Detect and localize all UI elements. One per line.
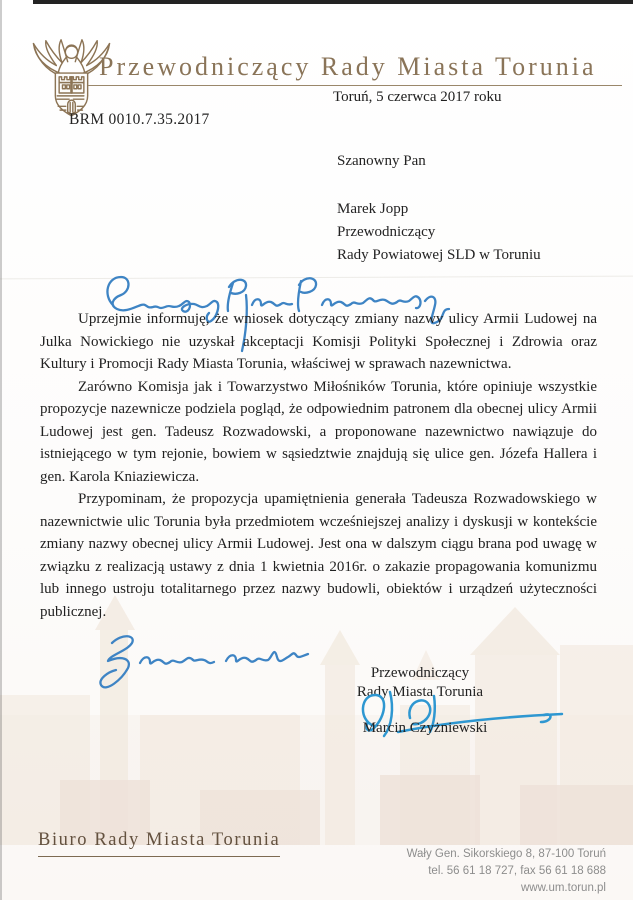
footer-website: www.um.torun.pl [520, 882, 606, 894]
signer-name: Marcin Czyżniewski [362, 720, 488, 736]
recipient-name: Marek Jopp [337, 201, 409, 217]
signer-title-block [340, 664, 500, 701]
reference-number: BRM 0010.7.35.2017 [69, 111, 210, 128]
footer-contact-block [407, 846, 606, 897]
signer-title-line1: Przewodniczący [370, 665, 470, 681]
letterhead-title: Przewodniczący Rady Miasta Torunia [99, 52, 597, 81]
paragraph-2: Zarówno Komisja jak i Towarzystwo Miłośników Torunia, które opiniuje wszystkie propozycje nazewnicze podziela pogląd, że odpowiednim patronem dla obecnej ulicy Armii Ludowej jest gen. Tadeusz Rozwadowski, a proponowane nazewnictwo nawiązuje do istniejącego w tym rejonie, bowiem w sąsiedztwie znajdują się ulice gen. Józefa Hallera i gen. Karola Kniaziewicza. [40, 378, 597, 485]
letterhead-rule [88, 85, 622, 86]
footer-phone-fax: tel. 56 61 18 727, fax 56 61 18 688 [428, 865, 606, 877]
letter-date: Toruń, 5 czerwca 2017 roku [333, 89, 502, 105]
signer-title-line2: Rady Miasta Torunia [356, 683, 484, 700]
paragraph-3: Przypominam, że propozycja upamiętnienia generała Tadeusza Rozwadowskiego w nazewnictwie ulic Torunia była przedmiotem wcześniejszej analizy i dyskusji w kontekście zmiany nazwy obecnej ulicy Armii Ludowej. Jest ona w dalszym ciągu brana pod uwagę w związku z realizacją ustawy z dnia 1 kwietnia 2016r. o zakazie propagowania komunizmu lub innego ustroju totalitarnego przez nazwy budowli, obiektów i urządzeń użyteczności publicznej. [40, 491, 597, 620]
scan-edge-artifact-top [33, 0, 633, 4]
recipient-organization: Rady Powiatowej SLD w Toruniu [337, 247, 541, 263]
recipient-block [337, 150, 541, 267]
paragraph-1: Uprzejmie informuję, że wniosek dotyczący zmiany nazwy ulicy Armii Ludowej na Julka Nowickiego nie uzyskał akceptacji Komisji Polityki Społecznej i Zdrowia oraz Kultury i Promocji Rady Miasta Torunia, właściwej w sprawach nazewnictwa. [40, 311, 597, 372]
scan-edge-artifact-left [0, 0, 2, 900]
paper-fold-crease [0, 276, 633, 280]
recipient-title: Przewodniczący [337, 224, 436, 240]
footer-office-name: Biuro Rady Miasta Torunia [38, 830, 280, 857]
letter-body [40, 308, 597, 623]
recipient-salutation: Szanowny Pan [337, 153, 426, 169]
footer-address-line: Wały Gen. Sikorskiego 8, 87-100 Toruń [406, 848, 606, 860]
